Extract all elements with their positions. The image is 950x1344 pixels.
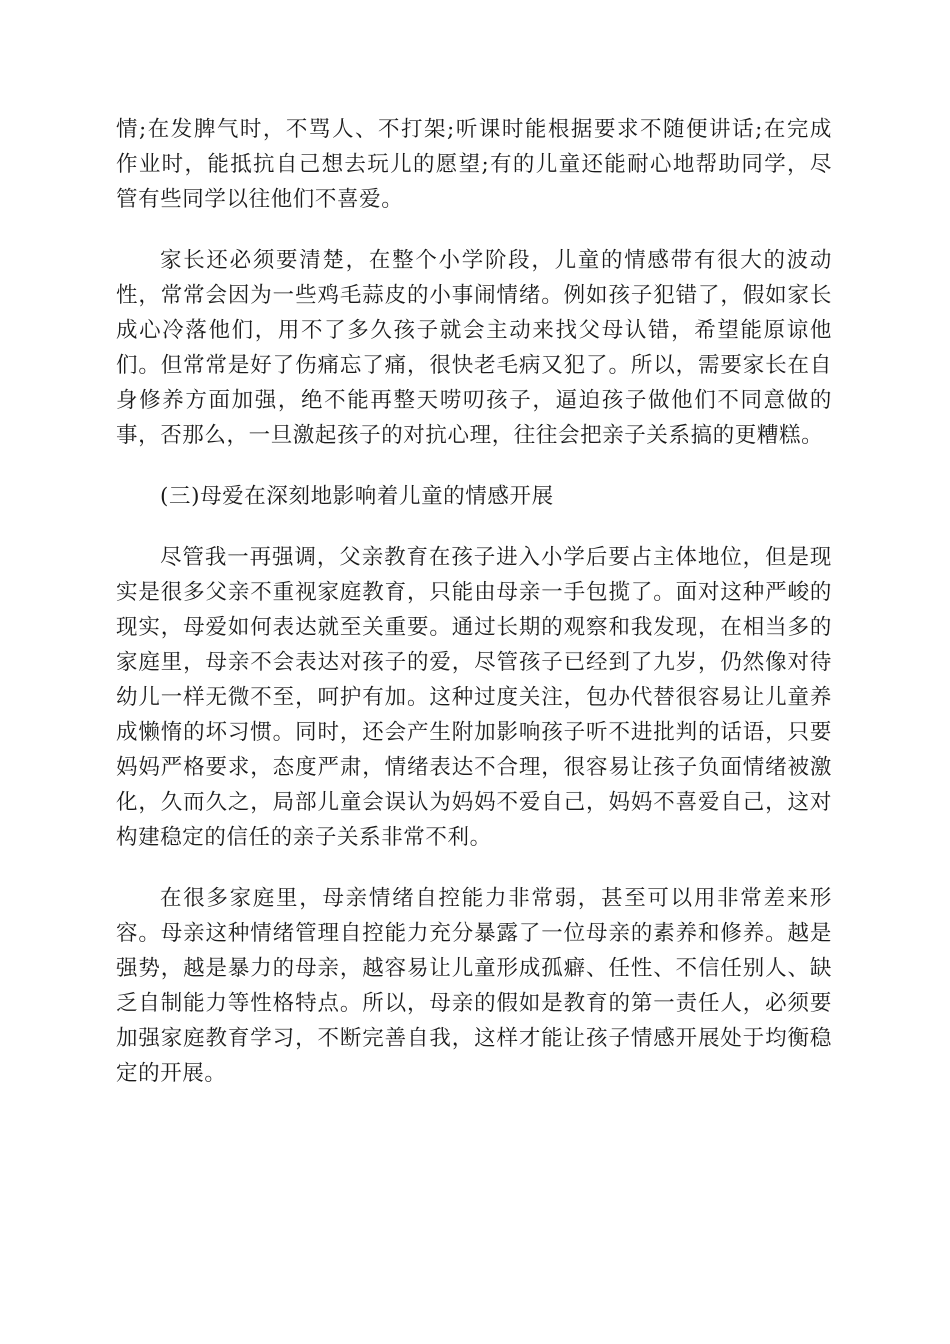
text-line: 幼儿一样无微不至，呵护有加。这种过度关注，包办代替很容易让儿童养 [116,685,832,710]
text-line: 性，常常会因为一些鸡毛蒜皮的小事闹情绪。例如孩子犯错了，假如家长 [116,283,832,308]
text-line: 成懒惰的坏习惯。同时，还会产生附加影响孩子听不进批判的话语，只要 [116,720,832,745]
paragraph-4 [116,881,832,1091]
text-line: 家长还必须要清楚，在整个小学阶段，儿童的情感带有很大的波动 [160,248,832,273]
text-line: 妈妈严格要求，态度严肃，情绪表达不合理，很容易让孩子负面情绪被激 [116,755,832,780]
text-line: 成心冷落他们，用不了多久孩子就会主动来找父母认错，希望能原谅他 [116,318,832,343]
paragraph-1 [116,112,832,217]
text-line: 家庭里，母亲不会表达对孩子的爱，尽管孩子已经到了九岁，仍然像对待 [116,650,832,675]
text-line: 情;在发脾气时，不骂人、不打架;听课时能根据要求不随便讲话;在完成 [116,117,832,142]
text-line: 容。母亲这种情绪管理自控能力充分暴露了一位母亲的素养和修养。越是 [116,921,832,946]
text-line: 在很多家庭里，母亲情绪自控能力非常弱，甚至可以用非常差来形 [160,886,832,911]
text-line: 实是很多父亲不重视家庭教育，只能由母亲一手包揽了。面对这种严峻的 [116,580,832,605]
text-line: 加强家庭教育学习，不断完善自我，这样才能让孩子情感开展处于均衡稳 [116,1026,832,1051]
text-line: 现实，母爱如何表达就至关重要。通过长期的观察和我发现，在相当多的 [116,615,832,640]
section-heading: (三)母爱在深刻地影响着儿童的情感开展 [160,484,554,509]
text-line: 事，否那么，一旦激起孩子的对抗心理，往往会把亲子关系搞的更糟糕。 [116,423,824,448]
text-line: 们。但常常是好了伤痛忘了痛，很快老毛病又犯了。所以，需要家长在自 [116,353,832,378]
document-body [116,112,832,1117]
paragraph-3 [116,540,832,855]
text-line: 定的开展。 [116,1061,227,1086]
paragraph-2 [116,243,832,453]
text-line: 身修养方面加强，绝不能再整天唠叨孩子，逼迫孩子做他们不同意做的 [116,388,832,413]
text-line: 尽管我一再强调，父亲教育在孩子进入小学后要占主体地位，但是现 [160,545,832,570]
text-line: 强势，越是暴力的母亲，越容易让儿童形成孤癖、任性、不信任别人、缺 [116,956,832,981]
text-line: 作业时，能抵抗自己想去玩儿的愿望;有的儿童还能耐心地帮助同学，尽 [116,152,832,177]
text-line: 化，久而久之，局部儿童会误认为妈妈不爱自己，妈妈不喜爱自己，这对 [116,790,832,815]
text-line: 构建稳定的信任的亲子关系非常不利。 [116,825,492,850]
text-line: 管有些同学以往他们不喜爱。 [116,187,404,212]
text-line: 乏自制能力等性格特点。所以，母亲的假如是教育的第一责任人，必须要 [116,991,832,1016]
